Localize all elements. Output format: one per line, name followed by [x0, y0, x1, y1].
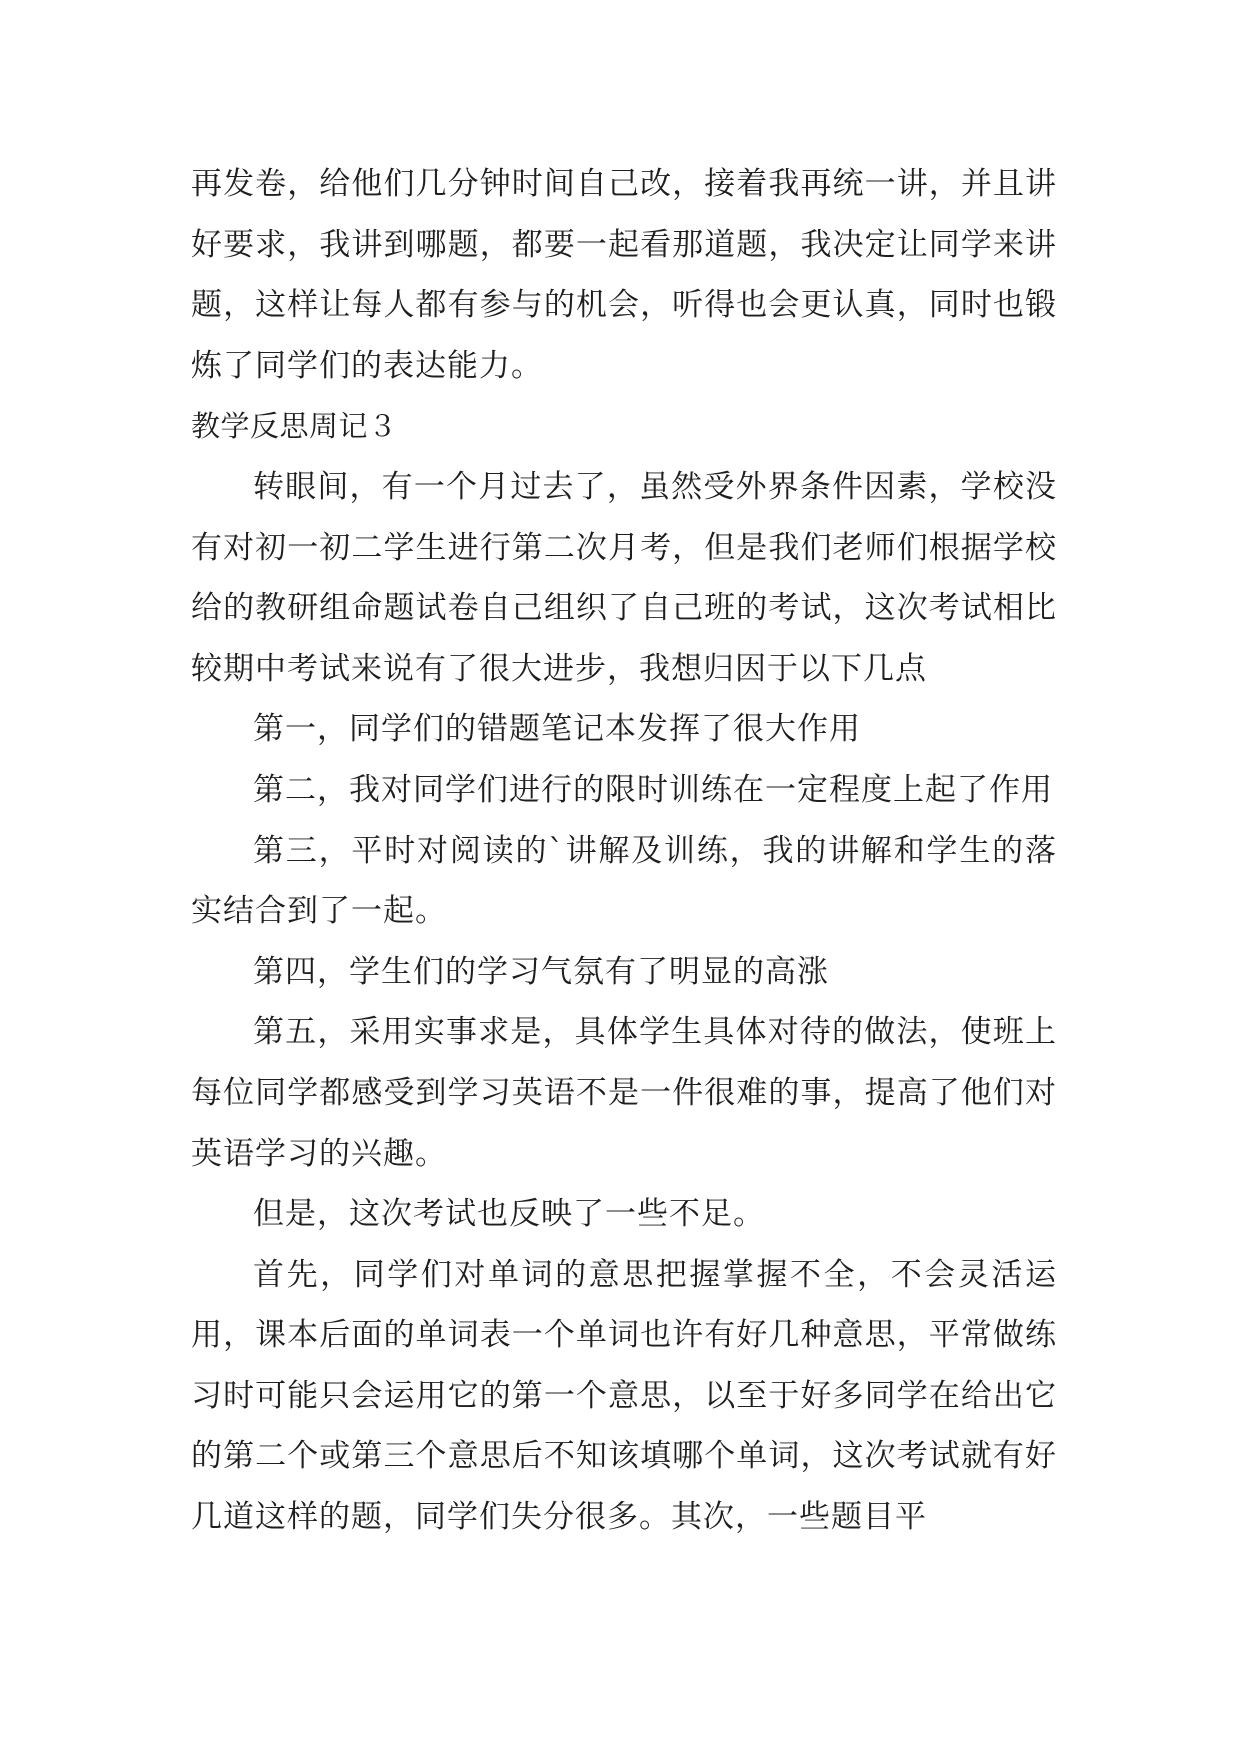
paragraph: 第一，同学们的错题笔记本发挥了很大作用 [253, 711, 861, 748]
paragraph: 但是，这次考试也反映了一些不足。 [253, 1196, 765, 1233]
section-heading: 教学反思周记３ [191, 409, 398, 444]
paragraph: 第四，学生们的学习气氛有了明显的高涨 [253, 953, 829, 990]
paragraph: 第三，平时对阅读的`讲解及训练，我的讲解和学生的落实结合到了一起。 [191, 832, 1057, 930]
paragraph: 第二，我对同学们进行的限时训练在一定程度上起了作用 [253, 771, 1053, 808]
paragraph: 第五，采用实事求是，具体学生具体对待的做法，使班上每位同学都感受到学习英语不是一件很难的事，提高了他们对英语学习的兴趣。 [191, 1014, 1057, 1172]
document-body [191, 154, 1057, 1548]
paragraph: 首先，同学们对单词的意思把握掌握不全，不会灵活运用，课本后面的单词表一个单词也许有好几种意思，平常做练习时可能只会运用它的第一个意思，以至于好多同学在给出它的第二个或第三个意思后不知该填哪个单词，这次考试就有好几道这样的题，同学们失分很多。其次，一些题目平 [191, 1256, 1057, 1536]
paragraph: 再发卷，给他们几分钟时间自己改，接着我再统一讲，并且讲好要求，我讲到哪题，都要一起看那道题，我决定让同学来讲题，这样让每人都有参与的机会，听得也会更认真，同时也锻炼了同学们的表达能力。 [191, 166, 1057, 384]
paragraph: 转眼间，有一个月过去了，虽然受外界条件因素，学校没有对初一初二学生进行第二次月考，但是我们老师们根据学校给的教研组命题试卷自己组织了自己班的考试，这次考试相比较期中考试来说有了很大进步，我想归因于以下几点 [191, 468, 1057, 687]
